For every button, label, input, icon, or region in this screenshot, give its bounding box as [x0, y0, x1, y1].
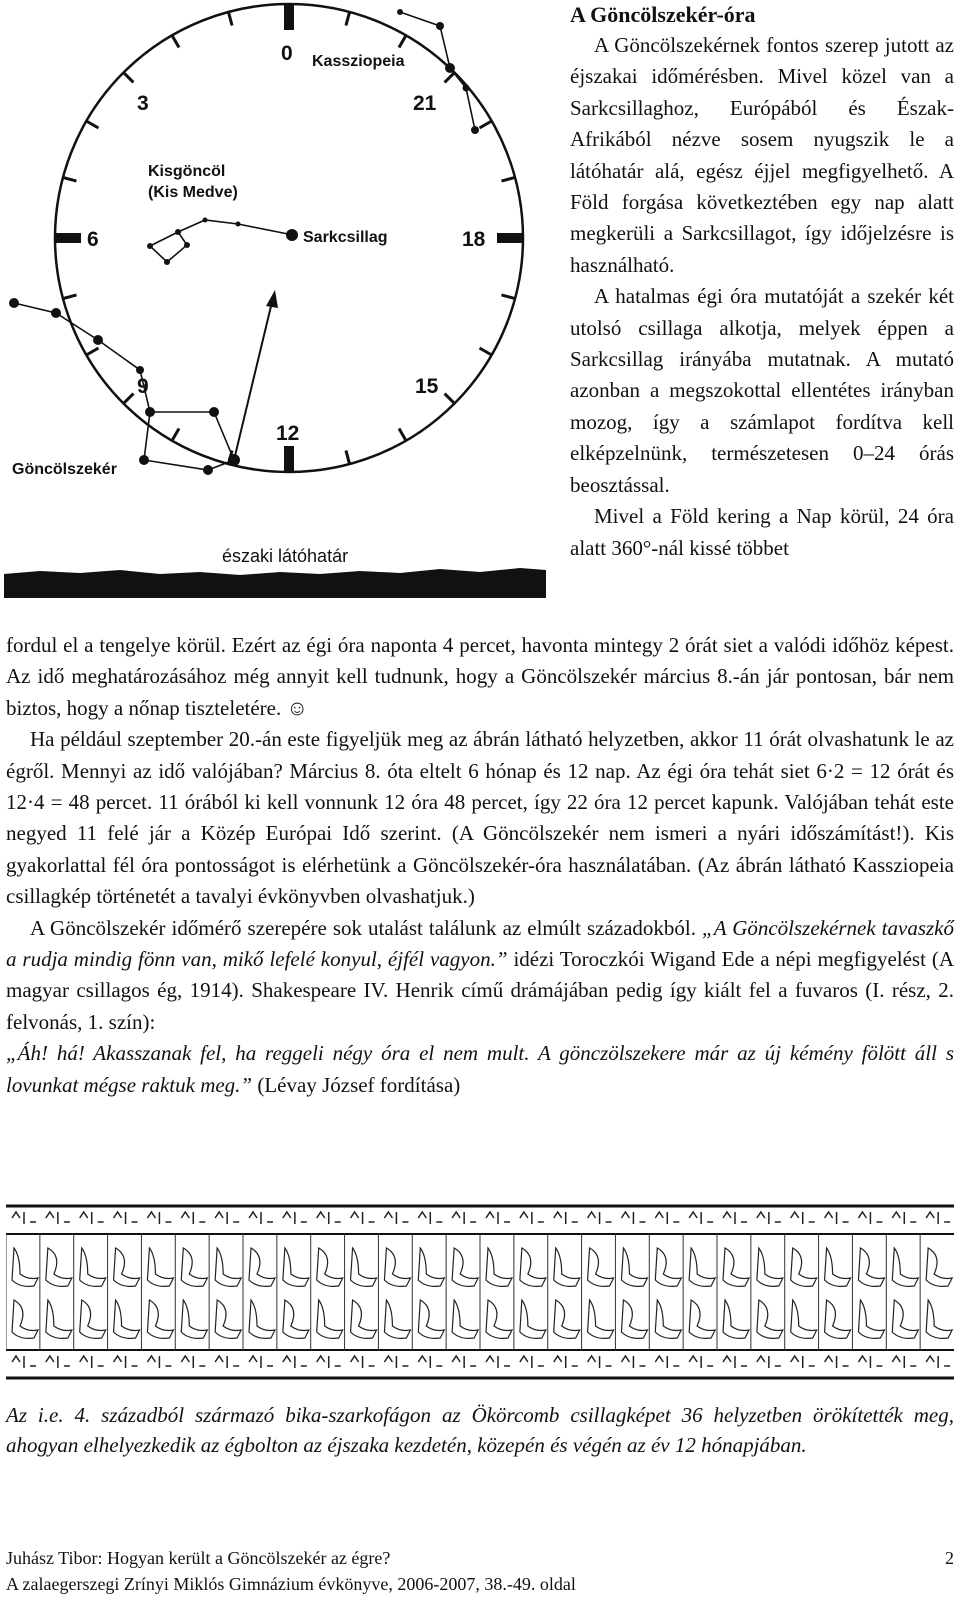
- main-text: [6, 630, 954, 1101]
- hour-label-0: 0: [281, 42, 293, 65]
- star: [136, 366, 144, 374]
- clock-minor-tick: [63, 295, 77, 299]
- figure-caption: Az i.e. 4. századból származó bika-szarkofágon az Ökörcomb csillagképet 36 helyzetben örökítették meg, ahogyan elhelyezkedik az égbolton az éjszaka kezdetén, közepén és végén az év 12 hónapjában.: [6, 1403, 954, 1457]
- clock-minor-tick: [172, 35, 179, 47]
- horizon-silhouette: [4, 568, 546, 598]
- star: [147, 243, 153, 249]
- sky-clock-svg: [0, 0, 548, 612]
- clock-minor-tick: [172, 429, 179, 441]
- paragraph-continuation: fordul el a tengelye körül. Ezért az égi óra naponta 4 percet, havonta mintegy 2 órát siet a valódi időhöz képest. Az idő meghatározásához még annyit kell tudnunk, hogy a Göncölszekér március 8.-án jár pontosan, bár nem biztos, hogy a nőnap tiszteletére. ☺: [6, 633, 954, 720]
- star: [145, 407, 155, 417]
- big-dipper-lines: [14, 303, 234, 470]
- side-paragraph-1: A Göncölszekérnek fontos szerep jutott az éjszakai időmérésben. Mivel közel van a Sarkcsillaghoz, Európából és Észak-Afrikából nézve sosem nyugszik le a látóhatár alá, egész éjjel megfigyelhető. A Föld forgása következtében egy nap alatt megkerüli a Sarkcsillagot, így időjelzésre is használható.: [570, 33, 954, 277]
- polaris-star: [286, 229, 298, 241]
- clock-minor-tick: [63, 177, 77, 181]
- cassiopeia-label: Kassziopeia: [312, 53, 405, 70]
- side-text-column: [570, 0, 954, 564]
- history-text-a: A Göncölszekér időmérő szerepére sok utalást találunk az elmúlt századokból.: [30, 915, 703, 940]
- clock-hand: [234, 302, 272, 460]
- star: [445, 63, 455, 73]
- sarcophagus-frieze-svg: [6, 1200, 954, 1384]
- history-text-b: idézi Toroczkói Wigand Ede a népi megfigyelést (A magyar csillagos ég, 1914). Shakespeare IV. Henrik című drámájában pedig így kiált fel a fuvaros (I. rész, 2. felvonás, 1. szín):: [6, 947, 954, 1034]
- little-dipper-label-1: Kisgöncöl: [148, 163, 226, 180]
- page-number: 2: [945, 1548, 954, 1568]
- horizon-label: északi látóhatár: [222, 546, 349, 566]
- cassiopeia-lines: [400, 12, 475, 130]
- star: [209, 407, 219, 417]
- paragraph-shakespeare: [6, 1038, 954, 1101]
- sarcophagus-frieze-image: [6, 1200, 954, 1384]
- clock-minor-tick: [480, 121, 492, 128]
- hour-label-21: 21: [413, 92, 437, 115]
- footer-source: A zalaegerszegi Zrínyi Miklós Gimnázium évkönyve, 2006-2007, 38.-49. oldal: [6, 1574, 576, 1594]
- star: [236, 222, 241, 227]
- clock-minor-tick: [399, 429, 406, 441]
- translator-note: (Lévay József fordítása): [252, 1072, 461, 1097]
- star: [51, 308, 61, 318]
- polaris-label: Sarkcsillag: [303, 229, 388, 246]
- hour-label-18: 18: [462, 228, 486, 251]
- article-title: A Göncölszekér-óra: [570, 2, 756, 27]
- clock-minor-tick: [502, 177, 516, 181]
- star: [9, 298, 19, 308]
- hour-label-12: 12: [276, 422, 300, 445]
- side-paragraph-2: A hatalmas égi óra mutatóját a szekér két utolsó csillaga alkotja, melyek éppen a Sarkcsillag irányába mutatnak. A mutató azonban a megszokottal ellentétes irányban mozog, így a számlapot fordítva kell elképzelnünk, természetesen 0–24 órás beosztással.: [570, 284, 954, 497]
- clock-minor-tick: [346, 12, 350, 26]
- star: [184, 242, 190, 248]
- clock-minor-tick: [86, 121, 98, 128]
- star: [397, 9, 403, 15]
- hour-label-15: 15: [415, 375, 439, 398]
- clock-minor-tick: [86, 348, 98, 355]
- clock-minor-tick: [124, 73, 134, 83]
- clock-minor-tick: [399, 35, 406, 47]
- star: [203, 465, 213, 475]
- star: [463, 85, 470, 92]
- clock-minor-tick: [480, 348, 492, 355]
- footer-author-title: Juhász Tibor: Hogyan került a Göncölszekér az égre?: [6, 1548, 391, 1568]
- paragraph-history: [6, 913, 954, 1039]
- star: [203, 218, 208, 223]
- star: [436, 22, 444, 30]
- shakespeare-quote: „Áh! há! Akasszanak fel, ha reggeli négy óra el nem mult. A gönczölszekere már az új kémény fölött áll s lovunkat mégse raktuk meg.”: [6, 1041, 954, 1097]
- star: [228, 454, 240, 466]
- clock-minor-tick: [445, 73, 455, 83]
- clock-hand-arrowhead: [266, 290, 278, 308]
- hour-label-9: 9: [137, 375, 149, 398]
- side-paragraph-3: Mivel a Föld kering a Nap körül, 24 óra alatt 360°-nál kissé többet: [570, 504, 954, 560]
- little-dipper-lines: [150, 220, 288, 262]
- star: [164, 259, 170, 265]
- star: [175, 229, 181, 235]
- clock-minor-tick: [346, 451, 350, 465]
- paragraph-example: Ha például szeptember 20.-án este figyeljük meg az ábrán látható helyzetben, akkor 11 órát olvashatunk le az égről. Mennyi az idő valójában? Március 8. óta eltelt 6 hónap és 12 nap. Az égi óra tehát siet 6·2 = 12 órát és 12·4 = 48 percet. 11 órából ki kell vonnunk 12 óra 48 percet, így 22 óra 12 percet kapunk. Valójában tehát este negyed 11 felé jár a Közép Európai Idő szerint. (A Göncölszekér nem ismeri a nyári időszámítást!). Kis gyakorlattal fél óra pontosságot is elérhetünk a Göncölszekér-óra használatában. (Az ábrán látható Kassziopeia csillagkép történetét a tavalyi évkönyvben olvashatjuk.): [6, 727, 954, 909]
- hour-label-6: 6: [87, 228, 99, 251]
- star: [139, 455, 149, 465]
- clock-minor-tick: [228, 12, 232, 26]
- clock-minor-tick: [502, 295, 516, 299]
- page-footer: [6, 1545, 954, 1597]
- hour-label-3: 3: [137, 92, 149, 115]
- big-dipper-label: Göncölszekér: [12, 461, 117, 478]
- clock-minor-tick: [445, 394, 455, 404]
- little-dipper-label-2: (Kis Medve): [148, 184, 238, 201]
- sky-clock-diagram: [0, 0, 548, 612]
- folk-quote: „A Göncölszekérnek tavaszkő a rudja mindig fönn van, mikő lefelé konyul, éjfél vagyon.”: [6, 915, 954, 972]
- star: [93, 335, 103, 345]
- footer-row: [6, 1545, 954, 1571]
- clock-minor-tick: [124, 394, 134, 404]
- star: [471, 126, 479, 134]
